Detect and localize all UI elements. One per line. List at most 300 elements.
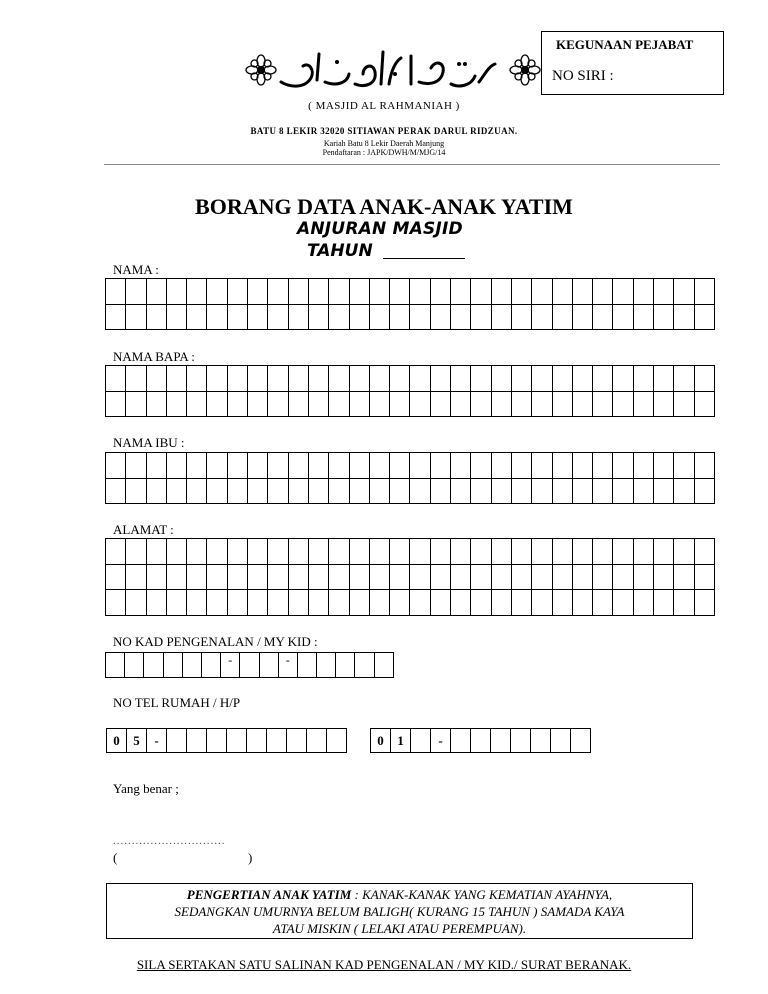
grid-cell[interactable] bbox=[410, 539, 430, 565]
grid-cell[interactable] bbox=[633, 453, 653, 479]
grid-cell[interactable] bbox=[451, 478, 471, 504]
grid-cell[interactable] bbox=[329, 304, 349, 330]
digit-cell[interactable] bbox=[163, 653, 182, 678]
grid-cell[interactable] bbox=[146, 453, 166, 479]
grid-cell[interactable] bbox=[207, 539, 227, 565]
grid-cell[interactable] bbox=[187, 366, 207, 392]
grid-cell[interactable] bbox=[329, 453, 349, 479]
grid-cell[interactable] bbox=[288, 304, 308, 330]
grid-cell[interactable] bbox=[288, 564, 308, 590]
grid-cell[interactable] bbox=[308, 590, 328, 616]
grid-cell[interactable] bbox=[106, 539, 126, 565]
grid-cell[interactable] bbox=[349, 539, 369, 565]
grid-cell[interactable] bbox=[227, 564, 247, 590]
grid-cell[interactable] bbox=[694, 391, 714, 417]
grid-cell[interactable] bbox=[187, 590, 207, 616]
grid-cell[interactable] bbox=[552, 564, 572, 590]
grid-cell[interactable] bbox=[613, 539, 633, 565]
digit-cell[interactable] bbox=[571, 729, 591, 753]
grid-cell[interactable] bbox=[268, 478, 288, 504]
grid-cell[interactable] bbox=[532, 478, 552, 504]
grid-cell[interactable] bbox=[593, 279, 613, 305]
grid-cell[interactable] bbox=[126, 453, 146, 479]
grid-cell[interactable] bbox=[613, 304, 633, 330]
grid-cell[interactable] bbox=[471, 453, 491, 479]
grid-cell[interactable] bbox=[593, 539, 613, 565]
grid-cell[interactable] bbox=[227, 279, 247, 305]
grid-cell[interactable] bbox=[227, 453, 247, 479]
digit-cell[interactable] bbox=[167, 729, 187, 753]
grid-cell[interactable] bbox=[390, 453, 410, 479]
grid-cell[interactable] bbox=[349, 279, 369, 305]
grid-cell[interactable] bbox=[654, 590, 674, 616]
grid-cell[interactable] bbox=[207, 279, 227, 305]
grid-cell[interactable] bbox=[430, 304, 450, 330]
grid-cell[interactable] bbox=[572, 391, 592, 417]
grid-cell[interactable] bbox=[694, 478, 714, 504]
grid-cell[interactable] bbox=[451, 304, 471, 330]
grid-cell[interactable] bbox=[532, 590, 552, 616]
grid-cell[interactable] bbox=[694, 304, 714, 330]
grid-cell[interactable] bbox=[187, 453, 207, 479]
grid-cell[interactable] bbox=[126, 366, 146, 392]
grid-cell[interactable] bbox=[126, 391, 146, 417]
grid-cell[interactable] bbox=[166, 539, 186, 565]
grid-cell[interactable] bbox=[308, 539, 328, 565]
grid-cell[interactable] bbox=[593, 304, 613, 330]
grid-cell[interactable] bbox=[369, 539, 389, 565]
home-phone-grid[interactable] bbox=[106, 728, 347, 753]
grid-cell[interactable] bbox=[491, 539, 511, 565]
grid-cell[interactable] bbox=[694, 366, 714, 392]
grid-cell[interactable] bbox=[593, 590, 613, 616]
grid-cell[interactable] bbox=[410, 590, 430, 616]
grid-cell[interactable] bbox=[308, 564, 328, 590]
grid-cell[interactable] bbox=[694, 564, 714, 590]
grid-cell[interactable] bbox=[674, 453, 694, 479]
grid-cell[interactable] bbox=[532, 391, 552, 417]
grid-cell[interactable] bbox=[633, 304, 653, 330]
grid-cell[interactable] bbox=[187, 304, 207, 330]
grid-cell[interactable] bbox=[227, 590, 247, 616]
grid-cell[interactable] bbox=[471, 391, 491, 417]
grid-cell[interactable] bbox=[268, 366, 288, 392]
digit-cell[interactable] bbox=[451, 729, 471, 753]
grid-cell[interactable] bbox=[511, 304, 531, 330]
grid-cell[interactable] bbox=[410, 366, 430, 392]
digit-cell[interactable]: - bbox=[221, 653, 240, 678]
grid-cell[interactable] bbox=[491, 391, 511, 417]
grid-cell[interactable] bbox=[491, 478, 511, 504]
digit-cell[interactable] bbox=[259, 653, 278, 678]
grid-cell[interactable] bbox=[451, 453, 471, 479]
grid-cell[interactable] bbox=[532, 453, 552, 479]
grid-cell[interactable] bbox=[349, 391, 369, 417]
grid-cell[interactable] bbox=[654, 564, 674, 590]
grid-cell[interactable] bbox=[572, 478, 592, 504]
grid-cell[interactable] bbox=[349, 564, 369, 590]
digit-cell[interactable] bbox=[374, 653, 393, 678]
grid-cell[interactable] bbox=[633, 279, 653, 305]
grid-cell[interactable] bbox=[593, 391, 613, 417]
grid-cell[interactable] bbox=[572, 366, 592, 392]
year-blank-line[interactable] bbox=[383, 258, 465, 259]
grid-cell[interactable] bbox=[248, 366, 268, 392]
grid-cell[interactable] bbox=[674, 564, 694, 590]
grid-cell[interactable] bbox=[633, 366, 653, 392]
grid-cell[interactable] bbox=[329, 391, 349, 417]
grid-cell[interactable] bbox=[207, 391, 227, 417]
digit-cell[interactable] bbox=[201, 653, 220, 678]
digit-cell[interactable]: - bbox=[431, 729, 451, 753]
grid-cell[interactable] bbox=[268, 590, 288, 616]
grid-cell[interactable] bbox=[552, 279, 572, 305]
digit-cell[interactable] bbox=[336, 653, 355, 678]
digit-cell[interactable] bbox=[317, 653, 336, 678]
grid-cell[interactable] bbox=[248, 453, 268, 479]
grid-cell[interactable] bbox=[248, 590, 268, 616]
name-grid[interactable] bbox=[105, 278, 715, 330]
digit-cell[interactable]: 1 bbox=[391, 729, 411, 753]
grid-cell[interactable] bbox=[207, 590, 227, 616]
grid-cell[interactable] bbox=[227, 304, 247, 330]
grid-cell[interactable] bbox=[451, 539, 471, 565]
grid-cell[interactable] bbox=[166, 304, 186, 330]
grid-cell[interactable] bbox=[146, 539, 166, 565]
grid-cell[interactable] bbox=[268, 391, 288, 417]
grid-cell[interactable] bbox=[471, 304, 491, 330]
grid-cell[interactable] bbox=[390, 391, 410, 417]
grid-cell[interactable] bbox=[126, 564, 146, 590]
grid-cell[interactable] bbox=[329, 539, 349, 565]
grid-cell[interactable] bbox=[390, 564, 410, 590]
grid-cell[interactable] bbox=[268, 304, 288, 330]
digit-cell[interactable] bbox=[551, 729, 571, 753]
grid-cell[interactable] bbox=[187, 279, 207, 305]
mobile-phone-grid[interactable] bbox=[370, 728, 591, 753]
grid-cell[interactable] bbox=[369, 590, 389, 616]
grid-cell[interactable] bbox=[166, 279, 186, 305]
grid-cell[interactable] bbox=[390, 304, 410, 330]
grid-cell[interactable] bbox=[511, 539, 531, 565]
grid-cell[interactable] bbox=[633, 391, 653, 417]
grid-cell[interactable] bbox=[593, 453, 613, 479]
grid-cell[interactable] bbox=[613, 453, 633, 479]
digit-cell[interactable] bbox=[511, 729, 531, 753]
digit-cell[interactable]: - bbox=[147, 729, 167, 753]
grid-cell[interactable] bbox=[491, 453, 511, 479]
grid-cell[interactable] bbox=[349, 304, 369, 330]
grid-cell[interactable] bbox=[390, 478, 410, 504]
grid-cell[interactable] bbox=[552, 590, 572, 616]
grid-cell[interactable] bbox=[430, 539, 450, 565]
grid-cell[interactable] bbox=[349, 453, 369, 479]
grid-cell[interactable] bbox=[613, 590, 633, 616]
grid-cell[interactable] bbox=[654, 539, 674, 565]
grid-cell[interactable] bbox=[674, 539, 694, 565]
grid-cell[interactable] bbox=[552, 478, 572, 504]
grid-cell[interactable] bbox=[106, 366, 126, 392]
grid-cell[interactable] bbox=[572, 304, 592, 330]
grid-cell[interactable] bbox=[166, 478, 186, 504]
ic-grid[interactable] bbox=[105, 652, 394, 678]
grid-cell[interactable] bbox=[471, 279, 491, 305]
grid-cell[interactable] bbox=[207, 564, 227, 590]
grid-cell[interactable] bbox=[106, 304, 126, 330]
grid-cell[interactable] bbox=[511, 590, 531, 616]
grid-cell[interactable] bbox=[248, 279, 268, 305]
grid-cell[interactable] bbox=[308, 478, 328, 504]
grid-cell[interactable] bbox=[268, 539, 288, 565]
grid-cell[interactable] bbox=[146, 590, 166, 616]
grid-cell[interactable] bbox=[308, 366, 328, 392]
grid-cell[interactable] bbox=[511, 453, 531, 479]
grid-cell[interactable] bbox=[511, 391, 531, 417]
grid-cell[interactable] bbox=[248, 539, 268, 565]
digit-cell[interactable]: 0 bbox=[107, 729, 127, 753]
digit-cell[interactable] bbox=[287, 729, 307, 753]
grid-cell[interactable] bbox=[410, 453, 430, 479]
grid-cell[interactable] bbox=[633, 564, 653, 590]
digit-cell[interactable] bbox=[307, 729, 327, 753]
grid-cell[interactable] bbox=[654, 366, 674, 392]
grid-cell[interactable] bbox=[248, 564, 268, 590]
grid-cell[interactable] bbox=[146, 564, 166, 590]
grid-cell[interactable] bbox=[694, 279, 714, 305]
grid-cell[interactable] bbox=[430, 391, 450, 417]
mother-name-grid[interactable] bbox=[105, 452, 715, 504]
grid-cell[interactable] bbox=[430, 453, 450, 479]
grid-cell[interactable] bbox=[390, 539, 410, 565]
grid-cell[interactable] bbox=[349, 366, 369, 392]
digit-cell[interactable] bbox=[247, 729, 267, 753]
grid-cell[interactable] bbox=[207, 478, 227, 504]
grid-cell[interactable] bbox=[674, 279, 694, 305]
grid-cell[interactable] bbox=[288, 279, 308, 305]
grid-cell[interactable] bbox=[410, 564, 430, 590]
grid-cell[interactable] bbox=[288, 366, 308, 392]
digit-cell[interactable] bbox=[227, 729, 247, 753]
grid-cell[interactable] bbox=[329, 478, 349, 504]
grid-cell[interactable] bbox=[146, 366, 166, 392]
grid-cell[interactable] bbox=[227, 366, 247, 392]
grid-cell[interactable] bbox=[694, 453, 714, 479]
grid-cell[interactable] bbox=[430, 478, 450, 504]
grid-cell[interactable] bbox=[532, 539, 552, 565]
grid-cell[interactable] bbox=[390, 279, 410, 305]
grid-cell[interactable] bbox=[572, 590, 592, 616]
digit-cell[interactable] bbox=[411, 729, 431, 753]
grid-cell[interactable] bbox=[451, 366, 471, 392]
grid-cell[interactable] bbox=[572, 539, 592, 565]
grid-cell[interactable] bbox=[451, 391, 471, 417]
grid-cell[interactable] bbox=[613, 391, 633, 417]
grid-cell[interactable] bbox=[288, 590, 308, 616]
grid-cell[interactable] bbox=[268, 453, 288, 479]
grid-cell[interactable] bbox=[471, 478, 491, 504]
grid-cell[interactable] bbox=[126, 478, 146, 504]
grid-cell[interactable] bbox=[207, 304, 227, 330]
grid-cell[interactable] bbox=[288, 453, 308, 479]
digit-cell[interactable] bbox=[182, 653, 201, 678]
grid-cell[interactable] bbox=[268, 564, 288, 590]
grid-cell[interactable] bbox=[654, 304, 674, 330]
grid-cell[interactable] bbox=[654, 391, 674, 417]
grid-cell[interactable] bbox=[369, 478, 389, 504]
grid-cell[interactable] bbox=[410, 391, 430, 417]
grid-cell[interactable] bbox=[106, 478, 126, 504]
grid-cell[interactable] bbox=[552, 453, 572, 479]
grid-cell[interactable] bbox=[633, 590, 653, 616]
grid-cell[interactable] bbox=[471, 539, 491, 565]
grid-cell[interactable] bbox=[166, 453, 186, 479]
grid-cell[interactable] bbox=[349, 590, 369, 616]
grid-cell[interactable] bbox=[491, 564, 511, 590]
digit-cell[interactable]: 0 bbox=[371, 729, 391, 753]
digit-cell[interactable] bbox=[106, 653, 125, 678]
father-name-grid[interactable] bbox=[105, 365, 715, 417]
grid-cell[interactable] bbox=[613, 478, 633, 504]
grid-cell[interactable] bbox=[146, 391, 166, 417]
grid-cell[interactable] bbox=[329, 366, 349, 392]
grid-cell[interactable] bbox=[511, 366, 531, 392]
address-grid[interactable] bbox=[105, 538, 715, 616]
grid-cell[interactable] bbox=[572, 564, 592, 590]
grid-cell[interactable] bbox=[369, 366, 389, 392]
grid-cell[interactable] bbox=[390, 366, 410, 392]
grid-cell[interactable] bbox=[451, 279, 471, 305]
grid-cell[interactable] bbox=[329, 564, 349, 590]
grid-cell[interactable] bbox=[126, 304, 146, 330]
grid-cell[interactable] bbox=[593, 564, 613, 590]
grid-cell[interactable] bbox=[126, 539, 146, 565]
grid-cell[interactable] bbox=[146, 304, 166, 330]
grid-cell[interactable] bbox=[674, 391, 694, 417]
grid-cell[interactable] bbox=[532, 279, 552, 305]
digit-cell[interactable] bbox=[267, 729, 287, 753]
digit-cell[interactable]: 5 bbox=[127, 729, 147, 753]
grid-cell[interactable] bbox=[187, 564, 207, 590]
digit-cell[interactable] bbox=[144, 653, 163, 678]
grid-cell[interactable] bbox=[633, 478, 653, 504]
grid-cell[interactable] bbox=[369, 453, 389, 479]
digit-cell[interactable] bbox=[240, 653, 259, 678]
grid-cell[interactable] bbox=[552, 366, 572, 392]
grid-cell[interactable] bbox=[126, 279, 146, 305]
grid-cell[interactable] bbox=[390, 590, 410, 616]
grid-cell[interactable] bbox=[187, 539, 207, 565]
grid-cell[interactable] bbox=[369, 279, 389, 305]
grid-cell[interactable] bbox=[511, 478, 531, 504]
grid-cell[interactable] bbox=[166, 590, 186, 616]
grid-cell[interactable] bbox=[430, 279, 450, 305]
grid-cell[interactable] bbox=[126, 590, 146, 616]
grid-cell[interactable] bbox=[166, 391, 186, 417]
grid-cell[interactable] bbox=[491, 304, 511, 330]
grid-cell[interactable] bbox=[227, 478, 247, 504]
digit-cell[interactable] bbox=[297, 653, 316, 678]
grid-cell[interactable] bbox=[369, 304, 389, 330]
grid-cell[interactable] bbox=[308, 453, 328, 479]
grid-cell[interactable] bbox=[146, 279, 166, 305]
grid-cell[interactable] bbox=[654, 478, 674, 504]
grid-cell[interactable] bbox=[106, 391, 126, 417]
grid-cell[interactable] bbox=[288, 391, 308, 417]
grid-cell[interactable] bbox=[674, 304, 694, 330]
grid-cell[interactable] bbox=[369, 564, 389, 590]
grid-cell[interactable] bbox=[288, 539, 308, 565]
grid-cell[interactable] bbox=[430, 564, 450, 590]
grid-cell[interactable] bbox=[633, 539, 653, 565]
digit-cell[interactable] bbox=[355, 653, 374, 678]
grid-cell[interactable] bbox=[106, 564, 126, 590]
grid-cell[interactable] bbox=[227, 391, 247, 417]
grid-cell[interactable] bbox=[207, 453, 227, 479]
grid-cell[interactable] bbox=[248, 304, 268, 330]
grid-cell[interactable] bbox=[593, 478, 613, 504]
grid-cell[interactable] bbox=[166, 366, 186, 392]
grid-cell[interactable] bbox=[674, 478, 694, 504]
grid-cell[interactable] bbox=[572, 279, 592, 305]
grid-cell[interactable] bbox=[654, 453, 674, 479]
digit-cell[interactable] bbox=[471, 729, 491, 753]
grid-cell[interactable] bbox=[613, 366, 633, 392]
digit-cell[interactable] bbox=[327, 729, 347, 753]
grid-cell[interactable] bbox=[613, 279, 633, 305]
grid-cell[interactable] bbox=[410, 304, 430, 330]
grid-cell[interactable] bbox=[308, 391, 328, 417]
digit-cell[interactable] bbox=[125, 653, 144, 678]
grid-cell[interactable] bbox=[491, 279, 511, 305]
grid-cell[interactable] bbox=[511, 564, 531, 590]
grid-cell[interactable] bbox=[248, 391, 268, 417]
digit-cell[interactable] bbox=[207, 729, 227, 753]
grid-cell[interactable] bbox=[248, 478, 268, 504]
grid-cell[interactable] bbox=[694, 590, 714, 616]
grid-cell[interactable] bbox=[288, 478, 308, 504]
grid-cell[interactable] bbox=[532, 304, 552, 330]
grid-cell[interactable] bbox=[593, 366, 613, 392]
grid-cell[interactable] bbox=[410, 478, 430, 504]
grid-cell[interactable] bbox=[329, 590, 349, 616]
grid-cell[interactable] bbox=[552, 391, 572, 417]
grid-cell[interactable] bbox=[572, 453, 592, 479]
grid-cell[interactable] bbox=[491, 590, 511, 616]
grid-cell[interactable] bbox=[146, 478, 166, 504]
grid-cell[interactable] bbox=[613, 564, 633, 590]
digit-cell[interactable]: - bbox=[278, 653, 297, 678]
grid-cell[interactable] bbox=[552, 539, 572, 565]
grid-cell[interactable] bbox=[410, 279, 430, 305]
grid-cell[interactable] bbox=[187, 391, 207, 417]
grid-cell[interactable] bbox=[451, 564, 471, 590]
grid-cell[interactable] bbox=[329, 279, 349, 305]
grid-cell[interactable] bbox=[430, 590, 450, 616]
grid-cell[interactable] bbox=[471, 366, 491, 392]
grid-cell[interactable] bbox=[694, 539, 714, 565]
signature-line[interactable]: .............................. bbox=[113, 835, 226, 847]
grid-cell[interactable] bbox=[532, 564, 552, 590]
grid-cell[interactable] bbox=[552, 304, 572, 330]
grid-cell[interactable] bbox=[674, 590, 694, 616]
digit-cell[interactable] bbox=[187, 729, 207, 753]
grid-cell[interactable] bbox=[654, 279, 674, 305]
grid-cell[interactable] bbox=[471, 590, 491, 616]
digit-cell[interactable] bbox=[531, 729, 551, 753]
grid-cell[interactable] bbox=[471, 564, 491, 590]
grid-cell[interactable] bbox=[674, 366, 694, 392]
grid-cell[interactable] bbox=[308, 279, 328, 305]
